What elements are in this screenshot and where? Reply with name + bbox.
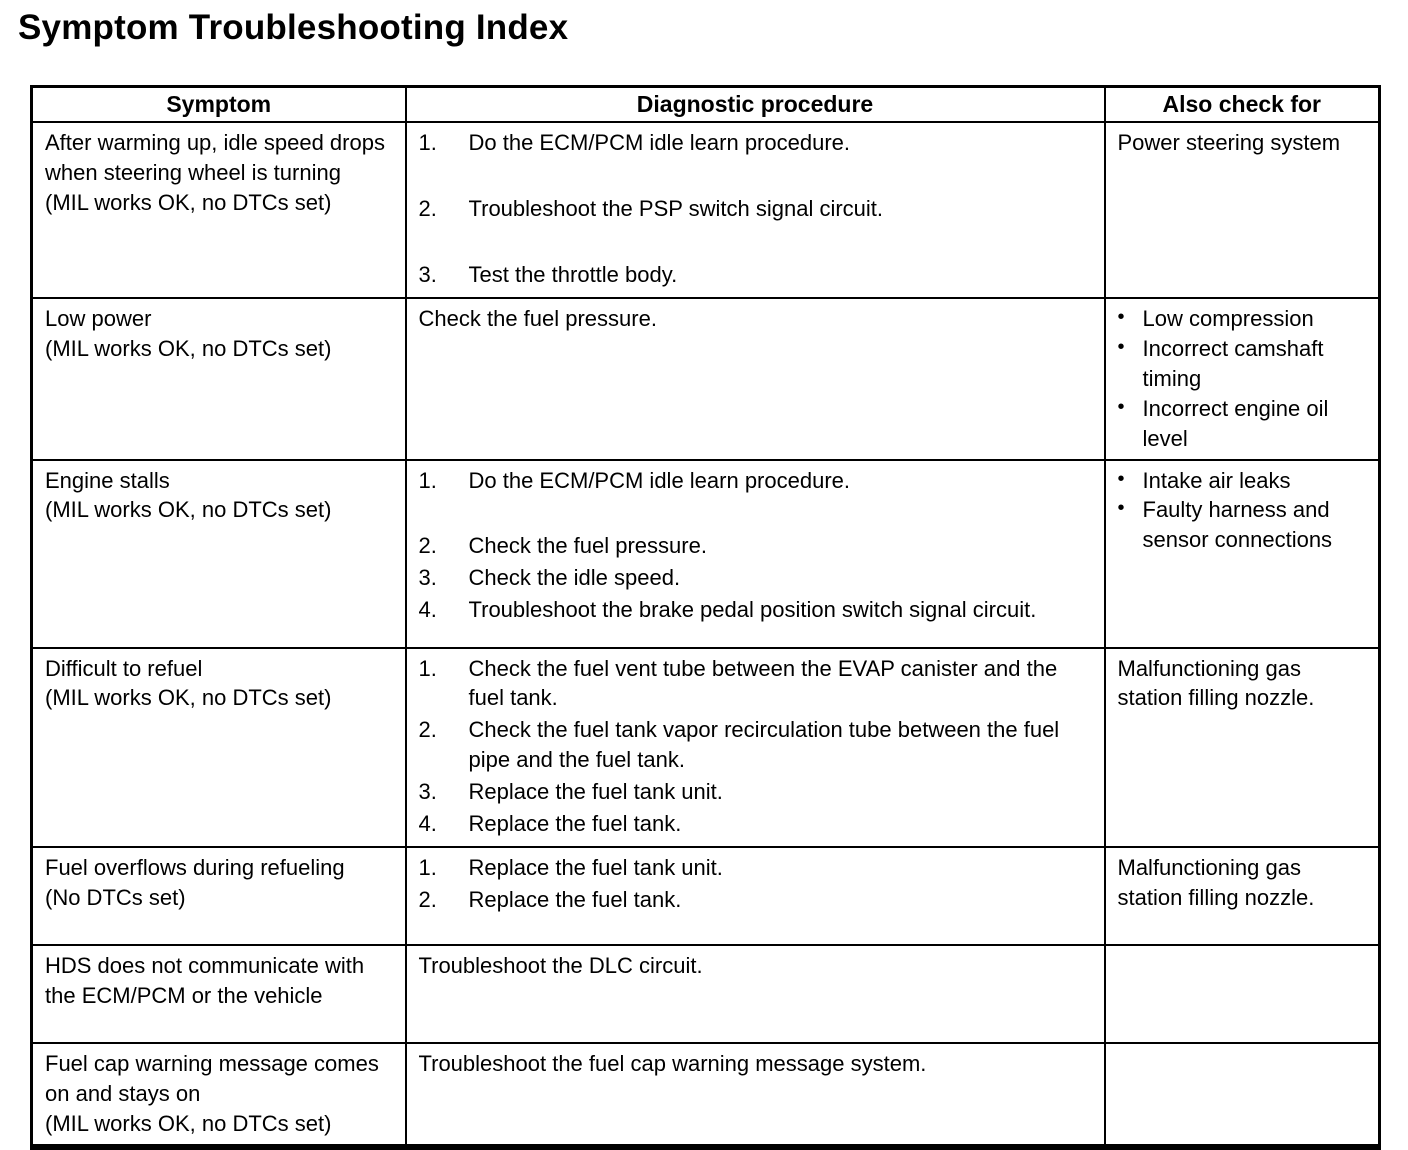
table-row: [32, 122, 1380, 298]
table-header-row: [32, 87, 1380, 123]
also-check-for-cell: [1105, 122, 1380, 298]
procedure-text: Check the fuel pressure.: [418, 305, 657, 331]
also-check-bullet-item: [1118, 466, 1369, 496]
also-check-text: Power steering system: [1117, 130, 1341, 156]
symptom-cell: [32, 1043, 406, 1147]
procedure-step-text: Troubleshoot the PSP switch signal circuit.: [468, 196, 884, 222]
procedure-step-number: 3.: [418, 565, 437, 591]
procedure-step: [419, 654, 1094, 714]
symptom-cell: [32, 122, 406, 298]
symptom-text: (MIL works OK, no DTCs set): [45, 497, 332, 523]
also-check-for-cell: [1105, 945, 1380, 1043]
bullet-icon: •: [1117, 497, 1125, 520]
symptom-text: HDS does not communicate with the ECM/PCM or the vehicle: [45, 952, 365, 1008]
table-row: [32, 298, 1380, 460]
symptom-text: (MIL works OK, no DTCs set): [45, 190, 332, 216]
page-title: Symptom Troubleshooting Index: [18, 8, 569, 47]
also-check-bullet-item: [1118, 334, 1369, 394]
diagnostic-procedure-cell: [406, 1043, 1105, 1147]
procedure-step: [419, 128, 1094, 158]
diagnostic-procedure-cell: [406, 945, 1105, 1043]
procedure-step: [419, 885, 1094, 915]
also-check-text: Incorrect engine oil level: [1142, 395, 1329, 451]
procedure-step-number: 1.: [418, 467, 437, 493]
also-check-text: Intake air leaks: [1142, 467, 1291, 493]
diagnostic-procedure-cell: [406, 847, 1105, 945]
diagnostic-procedure-cell: [406, 648, 1105, 847]
procedure-step-number: 2.: [418, 886, 437, 912]
procedure-step: [419, 466, 1094, 496]
procedure-step-text: Check the fuel tank vapor recirculation tube between the fuel pipe and the fuel tank.: [468, 717, 1060, 773]
procedure-step-number: 2.: [418, 717, 437, 743]
also-check-for-cell: [1105, 847, 1380, 945]
table-row: [32, 648, 1380, 847]
procedure-step-number: 4.: [418, 811, 437, 837]
also-check-text: Malfunctioning gas station filling nozzle.: [1117, 655, 1315, 711]
table-row: [32, 847, 1380, 945]
symptom-cell: [32, 648, 406, 847]
also-check-for-cell: [1105, 648, 1380, 847]
also-check-for-cell: [1105, 460, 1380, 648]
procedure-step: [419, 853, 1094, 883]
symptom-text: Fuel cap warning message comes on and stays on: [45, 1050, 379, 1106]
procedure-step-text: Do the ECM/PCM idle learn procedure.: [468, 130, 850, 156]
symptom-text: Engine stalls: [45, 467, 170, 493]
procedure-text: Troubleshoot the fuel cap warning message system.: [418, 1050, 927, 1076]
bullet-icon: •: [1117, 335, 1125, 358]
table-row: [32, 1043, 1380, 1147]
procedure-step-text: Replace the fuel tank unit.: [468, 854, 723, 880]
procedure-step-number: 3.: [418, 779, 437, 805]
also-check-text: Faulty harness and sensor connections: [1142, 497, 1333, 553]
troubleshooting-table-container: [30, 85, 1378, 1150]
procedure-step-text: Replace the fuel tank.: [468, 811, 682, 837]
procedure-step-text: Replace the fuel tank.: [468, 886, 682, 912]
also-check-for-cell: [1105, 1043, 1380, 1147]
symptom-text: (MIL works OK, no DTCs set): [45, 685, 332, 711]
diagnostic-procedure-cell: [406, 122, 1105, 298]
symptom-cell: [32, 460, 406, 648]
procedure-step-number: 1.: [418, 655, 437, 681]
procedure-step: [419, 595, 1094, 625]
procedure-step: [419, 715, 1094, 775]
diagnostic-procedure-cell: [406, 298, 1105, 460]
column-header-symptom: Symptom: [32, 87, 406, 123]
symptom-text: Fuel overflows during refueling: [45, 854, 345, 880]
procedure-step-text: Troubleshoot the brake pedal position switch signal circuit.: [468, 597, 1037, 623]
column-header-diagnostic-procedure: Diagnostic procedure: [406, 87, 1105, 123]
column-header-also-check-for: Also check for: [1105, 87, 1380, 123]
procedure-step-text: Check the idle speed.: [468, 565, 681, 591]
procedure-step: [419, 777, 1094, 807]
procedure-step-number: 1.: [418, 854, 437, 880]
procedure-step-text: Check the fuel pressure.: [468, 533, 707, 559]
procedure-step-number: 2.: [418, 196, 437, 222]
table-row: [32, 460, 1380, 648]
symptom-troubleshooting-table: [30, 85, 1381, 1150]
procedure-step-number: 3.: [418, 262, 437, 288]
table-row: [32, 945, 1380, 1043]
symptom-cell: [32, 847, 406, 945]
procedure-step-number: 2.: [418, 533, 437, 559]
also-check-bullet-item: [1118, 495, 1369, 555]
procedure-step-text: Test the throttle body.: [468, 262, 678, 288]
procedure-step: [419, 531, 1094, 561]
symptom-cell: [32, 945, 406, 1043]
procedure-step-number: 4.: [418, 597, 437, 623]
symptom-cell: [32, 298, 406, 460]
also-check-bullet-item: [1118, 304, 1369, 334]
procedure-step-text: Do the ECM/PCM idle learn procedure.: [468, 467, 850, 493]
symptom-text: After warming up, idle speed drops when steering wheel is turning: [45, 130, 385, 186]
bullet-icon: •: [1117, 467, 1125, 490]
procedure-step-number: 1.: [418, 130, 437, 156]
procedure-step-text: Replace the fuel tank unit.: [468, 779, 723, 805]
procedure-text: Troubleshoot the DLC circuit.: [418, 952, 703, 978]
bullet-icon: •: [1117, 395, 1125, 418]
symptom-text: (MIL works OK, no DTCs set): [45, 1110, 332, 1136]
procedure-step: [419, 563, 1094, 593]
also-check-text: Malfunctioning gas station filling nozzle.: [1117, 854, 1315, 910]
procedure-step: [419, 809, 1094, 839]
bullet-icon: •: [1117, 305, 1125, 328]
also-check-text: Incorrect camshaft timing: [1142, 335, 1324, 391]
symptom-text: Difficult to refuel: [45, 655, 203, 681]
diagnostic-procedure-cell: [406, 460, 1105, 648]
procedure-step: [419, 260, 1094, 290]
symptom-table-body: [32, 122, 1380, 1146]
symptom-text: (MIL works OK, no DTCs set): [45, 335, 332, 361]
also-check-for-cell: [1105, 298, 1380, 460]
also-check-bullet-item: [1118, 394, 1369, 454]
procedure-step-text: Check the fuel vent tube between the EVAP canister and the fuel tank.: [468, 655, 1058, 711]
symptom-text: (No DTCs set): [45, 884, 186, 910]
symptom-text: Low power: [45, 305, 152, 331]
also-check-text: Low compression: [1142, 305, 1314, 331]
procedure-step: [419, 194, 1094, 224]
